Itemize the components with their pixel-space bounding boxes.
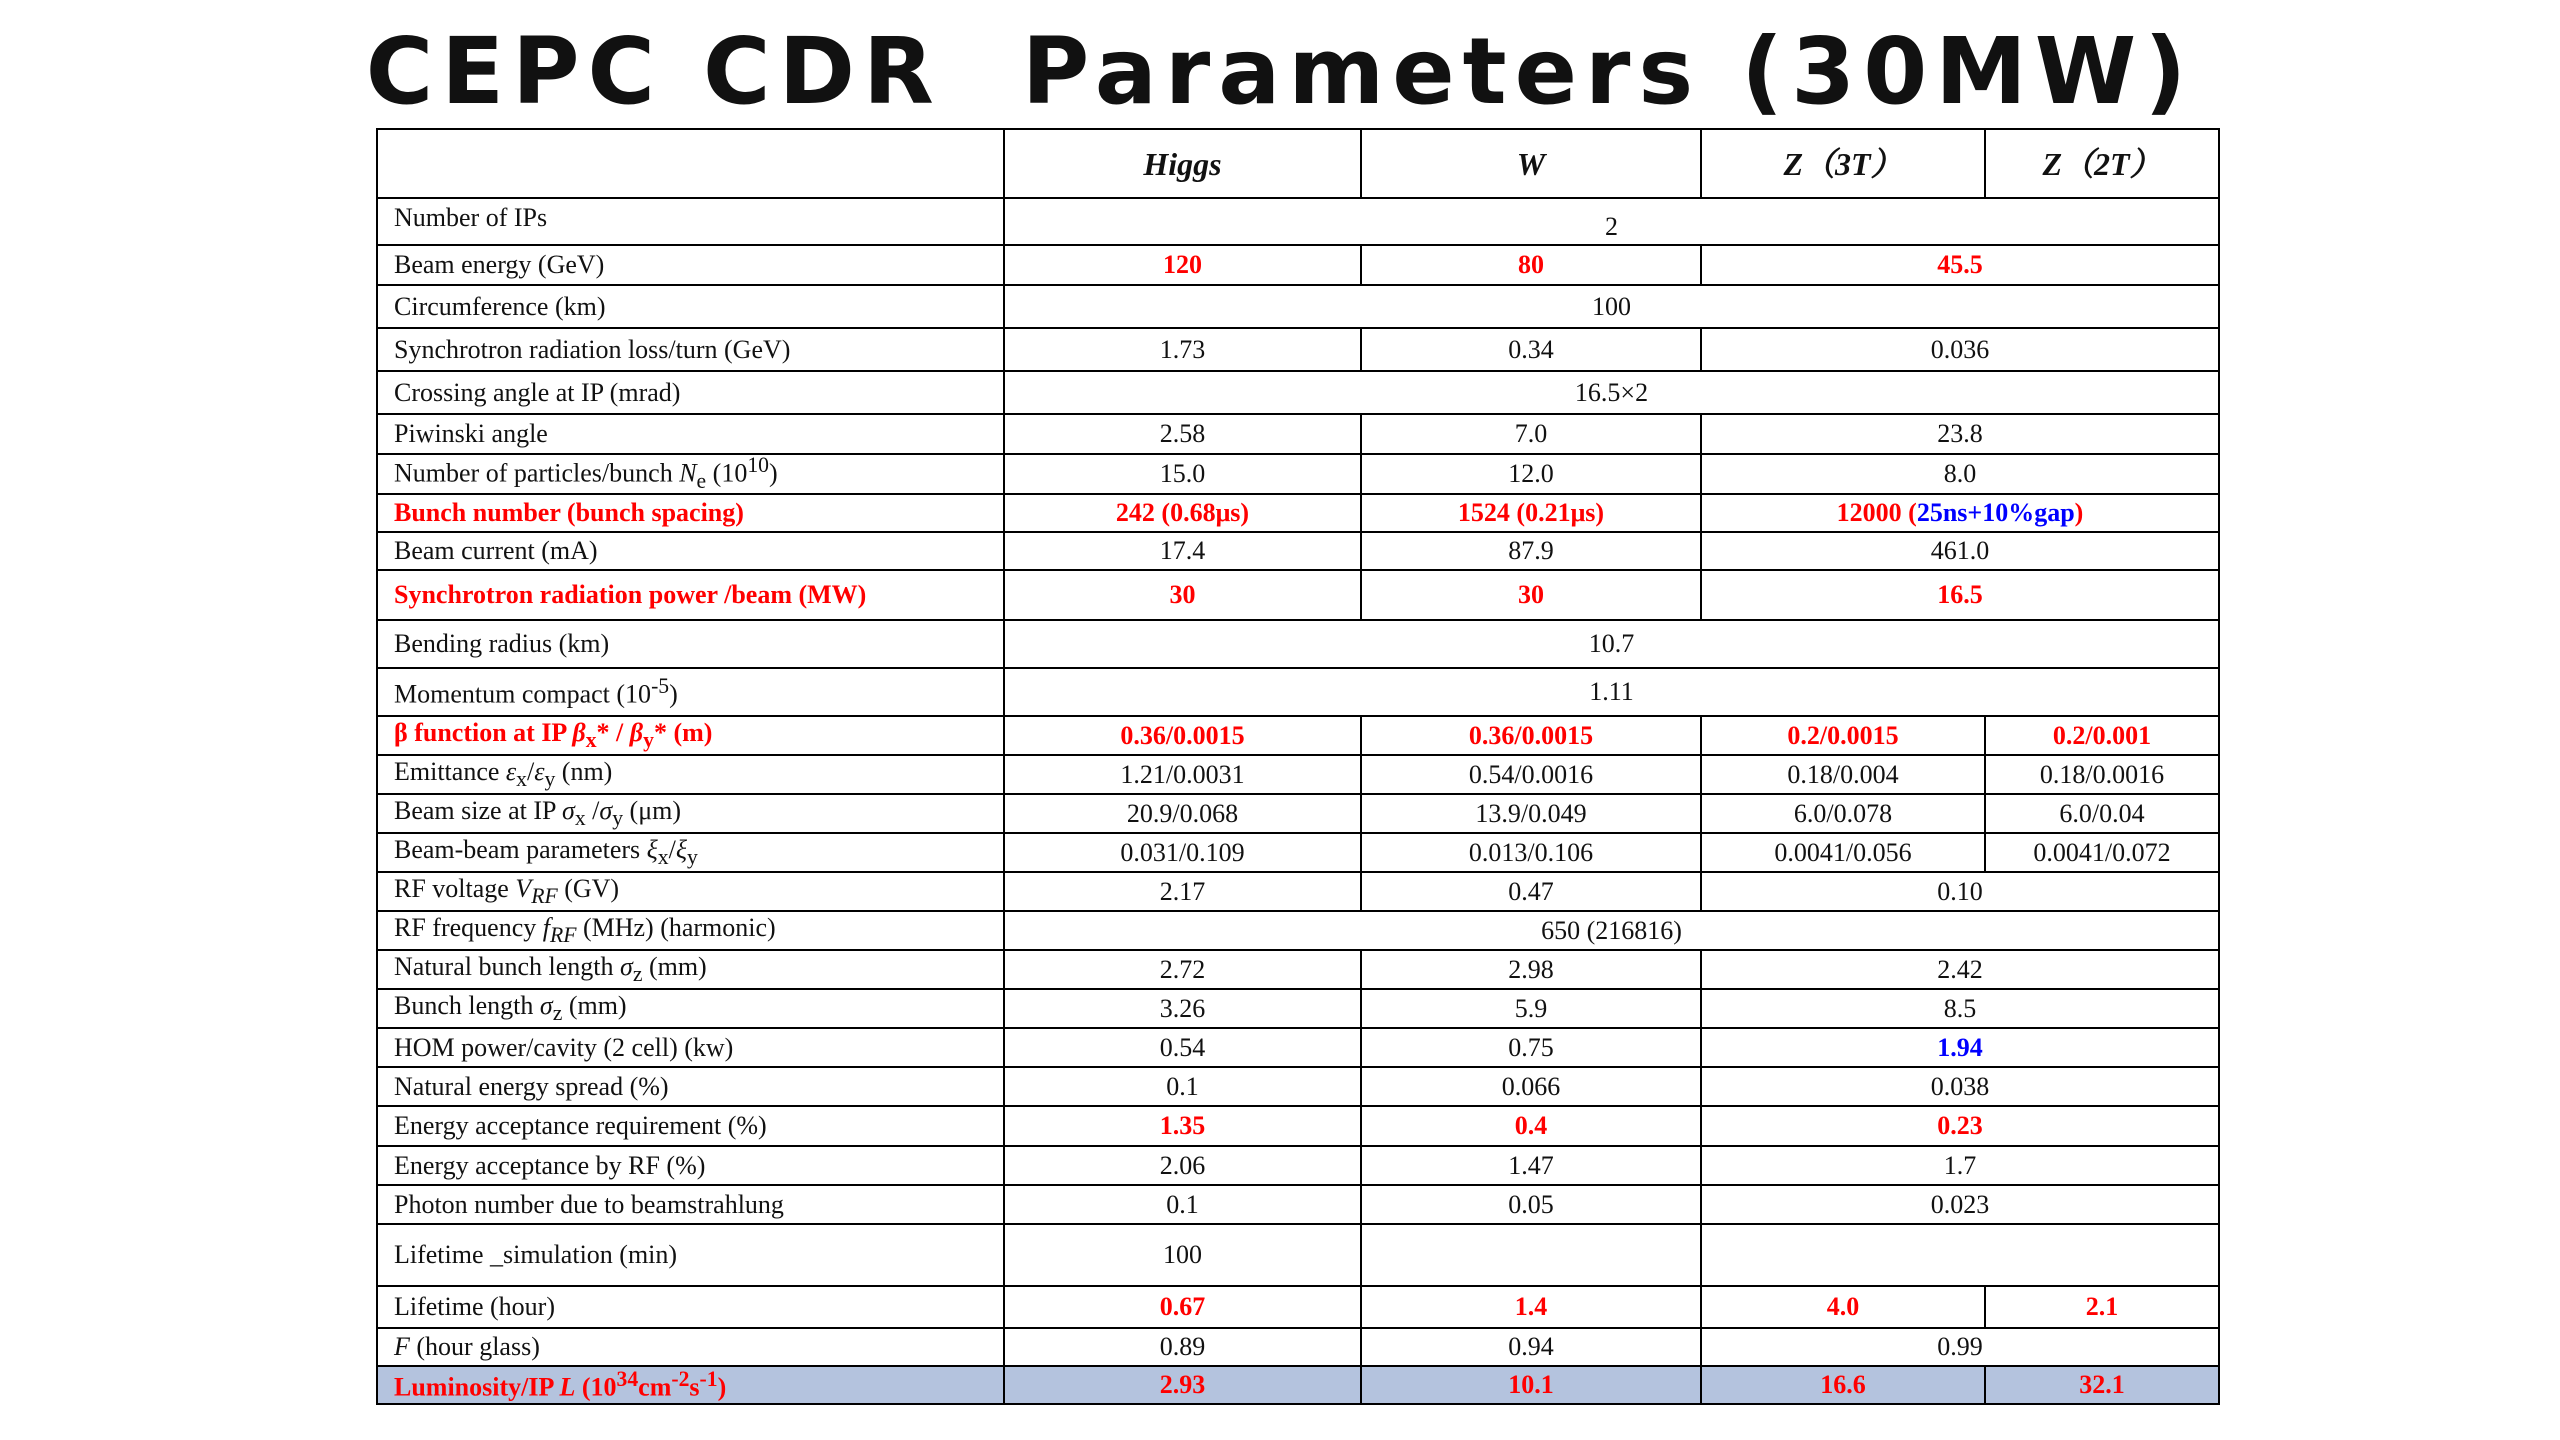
row-value-higgs: 0.1 xyxy=(1004,1185,1361,1224)
header-cell-w: W xyxy=(1361,129,1701,198)
header-cell-z-3t: Z（3T） xyxy=(1701,129,1985,198)
row-value-w: 0.34 xyxy=(1361,328,1701,371)
row-value-z: 461.0 xyxy=(1701,532,2219,570)
table-row xyxy=(377,532,2219,570)
row-value-w: 0.013/0.106 xyxy=(1361,833,1701,872)
row-value-z-2t: 0.18/0.0016 xyxy=(1985,755,2219,794)
table-row xyxy=(377,328,2219,371)
page-title: CEPC CDR Parameters (30MW) xyxy=(365,18,2195,125)
row-value-w: 7.0 xyxy=(1361,414,1701,454)
row-value-w xyxy=(1361,1224,1701,1286)
parameters-table xyxy=(376,128,2220,1405)
row-value-w: 0.066 xyxy=(1361,1067,1701,1106)
row-value-z: 0.038 xyxy=(1701,1067,2219,1106)
table-row xyxy=(377,668,2219,716)
row-value-all: 2 xyxy=(1004,198,2219,245)
row-value-all: 10.7 xyxy=(1004,620,2219,668)
table-row xyxy=(377,872,2219,911)
row-value-z: 45.5 xyxy=(1701,245,2219,285)
row-value-higgs: 120 xyxy=(1004,245,1361,285)
header-row xyxy=(377,129,2219,198)
table-row xyxy=(377,1067,2219,1106)
row-value-z: 16.5 xyxy=(1701,570,2219,620)
row-value-w: 0.94 xyxy=(1361,1328,1701,1366)
row-value-higgs: 17.4 xyxy=(1004,532,1361,570)
row-value-higgs: 2.06 xyxy=(1004,1146,1361,1185)
row-label: RF frequency $f_{RF}$ (MHz) (harmonic) xyxy=(377,911,1004,950)
row-value-higgs: 1.21/0.0031 xyxy=(1004,755,1361,794)
table-row xyxy=(377,950,2219,989)
row-value-w: 0.75 xyxy=(1361,1028,1701,1067)
row-label: Natural bunch length $\sigma_z$ (mm) xyxy=(377,950,1004,989)
row-label: RF voltage $V_{RF}$ (GV) xyxy=(377,872,1004,911)
row-label: Lifetime (hour) xyxy=(377,1286,1004,1328)
table-row-luminosity xyxy=(377,1366,2219,1404)
table-row xyxy=(377,1224,2219,1286)
row-value-higgs: 2.58 xyxy=(1004,414,1361,454)
row-value-z-2t: 32.1 xyxy=(1985,1366,2219,1404)
row-label: Beam energy (GeV) xyxy=(377,245,1004,285)
row-value-all: 650 (216816) xyxy=(1004,911,2219,950)
row-value-w: 12.0 xyxy=(1361,454,1701,494)
row-label: F (hour glass) xyxy=(377,1328,1004,1366)
row-value-higgs: 20.9/0.068 xyxy=(1004,794,1361,833)
table-row xyxy=(377,716,2219,755)
row-value-z xyxy=(1701,1224,2219,1286)
row-label: HOM power/cavity (2 cell) (kw) xyxy=(377,1028,1004,1067)
row-value-z: 0.10 xyxy=(1701,872,2219,911)
table-row xyxy=(377,620,2219,668)
table-row xyxy=(377,755,2219,794)
row-label: Circumference (km) xyxy=(377,285,1004,328)
row-label: Synchrotron radiation loss/turn (GeV) xyxy=(377,328,1004,371)
row-value-higgs: 30 xyxy=(1004,570,1361,620)
row-label: Number of IPs xyxy=(377,198,1004,245)
row-value-w: 30 xyxy=(1361,570,1701,620)
row-value-w: 1.47 xyxy=(1361,1146,1701,1185)
row-value-all: 16.5×2 xyxy=(1004,371,2219,414)
header-cell-z-2t: Z（2T） xyxy=(1985,129,2219,198)
row-value-z-2t: 6.0/0.04 xyxy=(1985,794,2219,833)
row-label: Emittance $\varepsilon_x/\varepsilon_y$ (nm) xyxy=(377,755,1004,794)
row-value-w: 1.4 xyxy=(1361,1286,1701,1328)
table-row xyxy=(377,1328,2219,1366)
row-value-z: 8.5 xyxy=(1701,989,2219,1028)
row-value-all: 1.11 xyxy=(1004,668,2219,716)
row-label: Bunch number (bunch spacing) xyxy=(377,494,1004,532)
row-value-higgs: 15.0 xyxy=(1004,454,1361,494)
row-value-z-3t: 0.18/0.004 xyxy=(1701,755,1985,794)
row-value-w: 80 xyxy=(1361,245,1701,285)
row-value-w: 0.36/0.0015 xyxy=(1361,716,1701,755)
row-value-w: 5.9 xyxy=(1361,989,1701,1028)
row-label: Beam current (mA) xyxy=(377,532,1004,570)
row-value-higgs: 100 xyxy=(1004,1224,1361,1286)
row-label: Bunch length $\sigma_z$ (mm) xyxy=(377,989,1004,1028)
row-value-w: 13.9/0.049 xyxy=(1361,794,1701,833)
row-value-z: 1.7 xyxy=(1701,1146,2219,1185)
row-value-w: 0.4 xyxy=(1361,1106,1701,1146)
table-row xyxy=(377,245,2219,285)
table-row xyxy=(377,833,2219,872)
row-value-z: 0.036 xyxy=(1701,328,2219,371)
row-label: Beam size at IP $\sigma_x$ $/\sigma_y$ (μm) xyxy=(377,794,1004,833)
table-row xyxy=(377,794,2219,833)
row-value-w: 0.54/0.0016 xyxy=(1361,755,1701,794)
row-value-higgs: 0.89 xyxy=(1004,1328,1361,1366)
table-row xyxy=(377,285,2219,328)
row-value-higgs: 242 (0.68μs) xyxy=(1004,494,1361,532)
row-value-higgs: 0.36/0.0015 xyxy=(1004,716,1361,755)
row-label: Beam-beam parameters $\xi_x/\xi_y$ xyxy=(377,833,1004,872)
table-row xyxy=(377,1146,2219,1185)
row-value-z-3t: 4.0 xyxy=(1701,1286,1985,1328)
row-value-higgs: 2.93 xyxy=(1004,1366,1361,1404)
row-value-z-3t: 0.0041/0.056 xyxy=(1701,833,1985,872)
row-label: Photon number due to beamstrahlung xyxy=(377,1185,1004,1224)
row-value-z: 2.42 xyxy=(1701,950,2219,989)
row-label: Bending radius (km) xyxy=(377,620,1004,668)
table-row xyxy=(377,494,2219,532)
row-value-w: 0.05 xyxy=(1361,1185,1701,1224)
row-value-w: 1524 (0.21μs) xyxy=(1361,494,1701,532)
row-value-z: 12000 (25ns+10%gap) xyxy=(1701,494,2219,532)
row-value-z-2t: 0.2/0.001 xyxy=(1985,716,2219,755)
row-value-higgs: 2.72 xyxy=(1004,950,1361,989)
row-label: Number of particles/bunch $N_e$ $(10^{10})$ xyxy=(377,454,1004,494)
table-row xyxy=(377,198,2219,245)
row-value-higgs: 0.54 xyxy=(1004,1028,1361,1067)
row-label: Lifetime _simulation (min) xyxy=(377,1224,1004,1286)
row-value-higgs: 1.35 xyxy=(1004,1106,1361,1146)
row-value-higgs: 1.73 xyxy=(1004,328,1361,371)
row-value-z-2t: 2.1 xyxy=(1985,1286,2219,1328)
row-value-z: 8.0 xyxy=(1701,454,2219,494)
table-row xyxy=(377,1185,2219,1224)
row-value-z-3t: 16.6 xyxy=(1701,1366,1985,1404)
row-label: Luminosity/IP L $(10^{34}cm^{-2}s^{-1})$ xyxy=(377,1366,1004,1404)
table-row xyxy=(377,570,2219,620)
row-value-z: 0.23 xyxy=(1701,1106,2219,1146)
table-row xyxy=(377,1106,2219,1146)
table-row xyxy=(377,371,2219,414)
row-value-w: 2.98 xyxy=(1361,950,1701,989)
row-value-higgs: 3.26 xyxy=(1004,989,1361,1028)
header-cell-higgs: Higgs xyxy=(1004,129,1361,198)
row-value-w: 87.9 xyxy=(1361,532,1701,570)
row-label: Crossing angle at IP (mrad) xyxy=(377,371,1004,414)
row-label: Momentum compact $(10^{-5})$ xyxy=(377,668,1004,716)
row-value-w: 10.1 xyxy=(1361,1366,1701,1404)
row-label: Natural energy spread (%) xyxy=(377,1067,1004,1106)
row-value-z: 23.8 xyxy=(1701,414,2219,454)
row-value-higgs: 0.67 xyxy=(1004,1286,1361,1328)
table-row xyxy=(377,414,2219,454)
row-value-z: 0.99 xyxy=(1701,1328,2219,1366)
row-value-higgs: 0.031/0.109 xyxy=(1004,833,1361,872)
table-row xyxy=(377,1028,2219,1067)
row-value-z: 0.023 xyxy=(1701,1185,2219,1224)
row-label: β function at IP $\beta_x* / \beta_y*$ (m) xyxy=(377,716,1004,755)
row-value-z-2t: 0.0041/0.072 xyxy=(1985,833,2219,872)
row-value-w: 0.47 xyxy=(1361,872,1701,911)
table-row xyxy=(377,989,2219,1028)
row-value-all: 100 xyxy=(1004,285,2219,328)
row-label: Synchrotron radiation power /beam (MW) xyxy=(377,570,1004,620)
table-row xyxy=(377,454,2219,494)
row-value-higgs: 0.1 xyxy=(1004,1067,1361,1106)
table-row xyxy=(377,1286,2219,1328)
table-row xyxy=(377,911,2219,950)
header-cell-label xyxy=(377,129,1004,198)
row-label: Piwinski angle xyxy=(377,414,1004,454)
row-label: Energy acceptance by RF (%) xyxy=(377,1146,1004,1185)
row-value-z: 1.94 xyxy=(1701,1028,2219,1067)
row-label: Energy acceptance requirement (%) xyxy=(377,1106,1004,1146)
row-value-higgs: 2.17 xyxy=(1004,872,1361,911)
row-value-z-3t: 6.0/0.078 xyxy=(1701,794,1985,833)
row-value-z-3t: 0.2/0.0015 xyxy=(1701,716,1985,755)
